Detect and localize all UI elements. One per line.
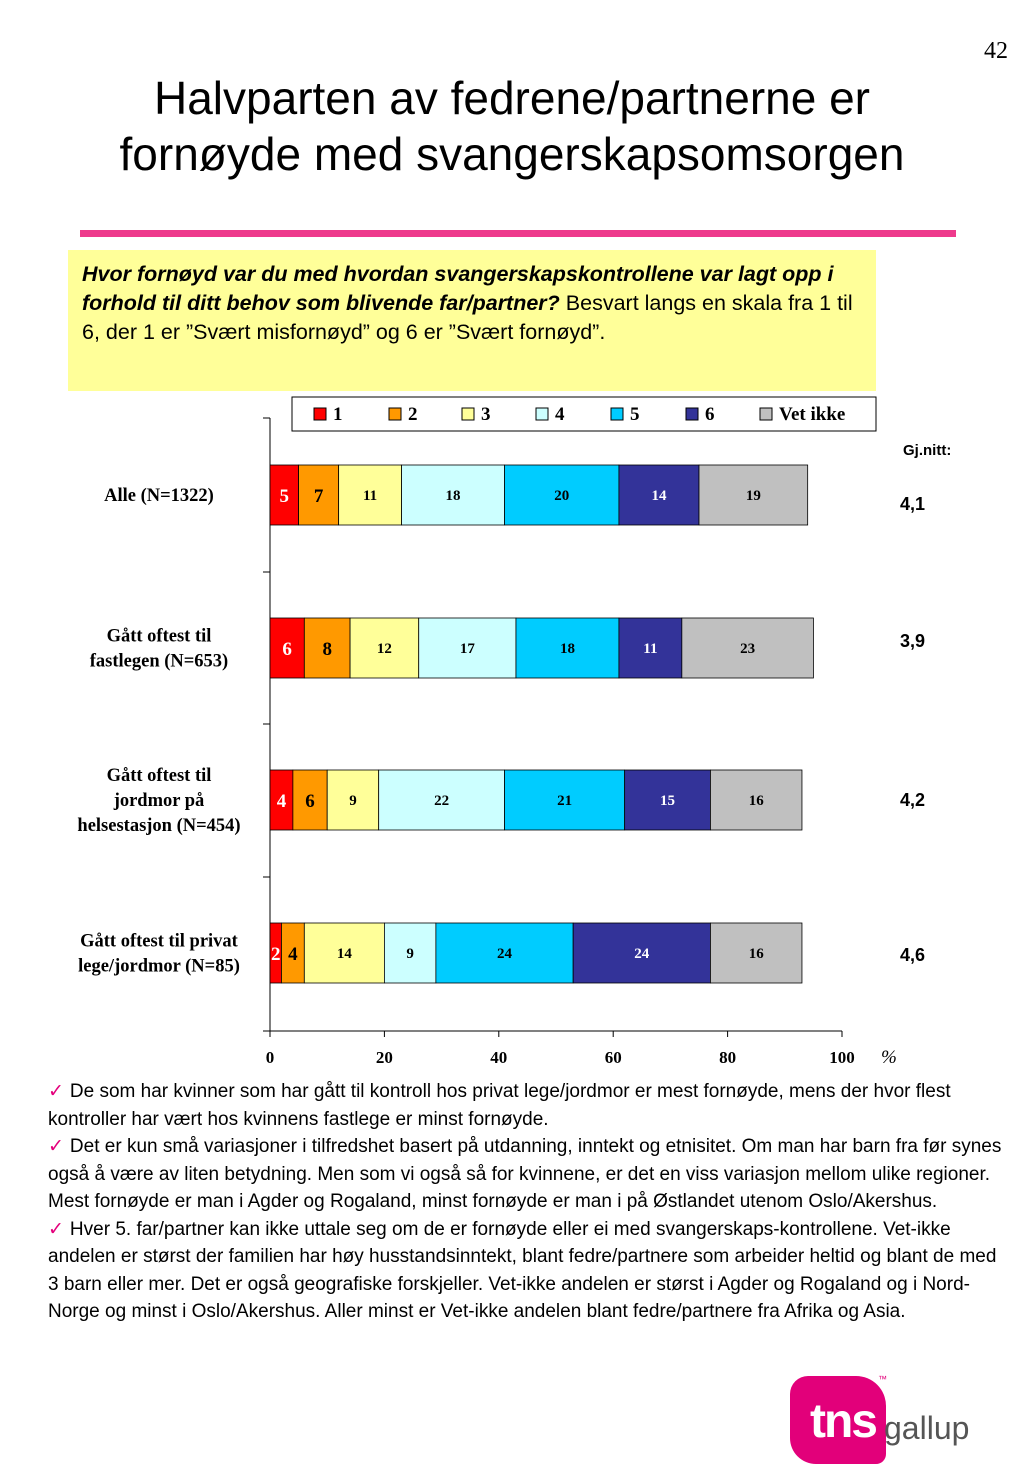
data-label: 24	[634, 946, 650, 962]
average-value-privat: 4,6	[900, 945, 926, 965]
legend-label: 2	[408, 404, 418, 425]
legend-swatch	[314, 408, 326, 420]
data-label: 9	[406, 946, 414, 962]
title-line-2: fornøyde med svangerskapsomsorgen	[119, 128, 905, 180]
data-label: 24	[497, 946, 513, 962]
legend-swatch	[389, 408, 401, 420]
data-label: 4	[288, 944, 298, 965]
logo-gallup-text: gallup	[884, 1410, 970, 1446]
category-label: Gått oftest til	[106, 626, 212, 647]
data-label: 23	[740, 641, 756, 657]
data-label: 11	[643, 641, 658, 657]
data-label: 2	[270, 944, 281, 965]
data-label: 16	[748, 793, 764, 809]
average-header: Gj.nitt:	[903, 442, 952, 459]
category-label: Alle (N=1322)	[104, 486, 214, 506]
data-label: 16	[748, 946, 764, 962]
legend-swatch	[686, 408, 698, 420]
legend-swatch	[611, 408, 623, 420]
data-label: 14	[336, 946, 352, 962]
question-text: Hvor fornøyd var du med hvordan svangerskapskontrollene var lagt opp i forhold til ditt behov som blivende far/partner?	[82, 262, 834, 315]
category-label: Gått oftest til	[106, 766, 212, 786]
data-label: 11	[363, 488, 378, 504]
scale-explanation: Besvart langs en skala fra 1 til 6, der 1 er ”Svært misfornøyd” og 6 er ”Svært fornøyd”.	[82, 291, 853, 344]
legend-label: Vet ikke	[779, 404, 846, 425]
legend-swatch	[760, 408, 772, 420]
data-label: 4	[276, 791, 287, 812]
data-label: 5	[279, 486, 290, 507]
data-label: 12	[376, 641, 392, 657]
title-divider	[80, 230, 956, 237]
data-label: 7	[313, 486, 324, 507]
data-label: 17	[459, 641, 475, 657]
legend-swatch	[536, 408, 548, 420]
legend-swatch	[462, 408, 474, 420]
data-label: 9	[349, 793, 357, 809]
legend-label: 4	[555, 404, 565, 425]
bullet-item: ✓ Hver 5. far/partner kan ikke uttale seg om de er fornøyde eller ei med svangerskaps-kontrollene. Vet-ikke andelen er størst der familien har høy husstandsinntekt, blant fedre/partnere som arbeider heltid og blant de med 3 barn eller mer. Det er også geografiske forskjeller. Vet-ikke andelen er størst i Agder og Rogaland og i Nord-Norge og minst i Oslo/Akershus. Aller minst er Vet-ikke andelen blant fedre/partnere fra Afrika og Asia.	[48, 1218, 997, 1322]
page-title	[0, 70, 1024, 182]
satisfaction-bar-chart	[0, 395, 900, 1075]
legend-label: 1	[333, 404, 343, 425]
tns-gallup-logo	[784, 1372, 984, 1472]
data-label: 20	[554, 488, 570, 504]
check-icon: ✓	[48, 1218, 64, 1240]
data-label: 22	[434, 793, 450, 809]
category-label: Gått oftest til privat	[80, 931, 238, 952]
data-label: 18	[559, 641, 575, 657]
average-value-fastlege: 3,9	[900, 631, 926, 651]
data-label: 19	[745, 488, 761, 504]
category-label: helsestasjon (N=454)	[77, 816, 241, 836]
x-tick-label: 20	[375, 1048, 393, 1067]
x-tick-label: 60	[604, 1048, 622, 1067]
legend-label: 6	[705, 404, 715, 425]
logo-tm: ™	[878, 1374, 887, 1384]
data-label: 18	[445, 488, 461, 504]
average-value-jordmor: 4,2	[900, 790, 926, 810]
page-number: 42	[984, 38, 1008, 64]
legend-label: 3	[481, 404, 491, 425]
category-label: fastlegen (N=653)	[89, 651, 229, 672]
category-label: lege/jordmor (N=85)	[78, 956, 240, 977]
data-label: 8	[322, 639, 332, 660]
question-box	[68, 250, 876, 391]
x-tick-label: 40	[490, 1048, 508, 1067]
logo-tns-text: tns	[810, 1395, 876, 1448]
x-unit-label: %	[881, 1047, 897, 1068]
title-line-1: Halvparten av fedrene/partnerne er	[154, 72, 870, 124]
data-label: 21	[557, 793, 573, 809]
bullet-item: ✓ De som har kvinner som har gått til kontroll hos privat lege/jordmor er mest fornøyde, mens der hvor flest kontroller har vært hos kvinnens fastlege er minst fornøyde.	[48, 1081, 951, 1130]
check-icon: ✓	[48, 1081, 64, 1102]
bullet-list	[48, 1078, 1008, 1326]
x-tick-label: 80	[719, 1048, 737, 1067]
category-label: jordmor på	[113, 791, 205, 811]
bullet-item: ✓ Det er kun små variasjoner i tilfredshet basert på utdanning, inntekt og etnisitet. Om man har barn fra før synes også å være av liten betydning. Men som vi også så for kvinnene, er det en viss variasjon mellom ulike regioner. Mest fornøyde er man i Agder og Rogaland, minst fornøyde er man i på Østlandet utenom Oslo/Akershus.	[48, 1136, 1002, 1212]
data-label: 6	[305, 791, 315, 812]
data-label: 15	[660, 793, 676, 809]
x-tick-label: 100	[829, 1048, 855, 1067]
average-value-all: 4,1	[900, 494, 926, 514]
x-tick-label: 0	[265, 1048, 275, 1067]
data-label: 6	[282, 639, 292, 660]
data-label: 14	[651, 488, 667, 504]
check-icon: ✓	[48, 1136, 64, 1157]
legend-label: 5	[630, 404, 640, 425]
